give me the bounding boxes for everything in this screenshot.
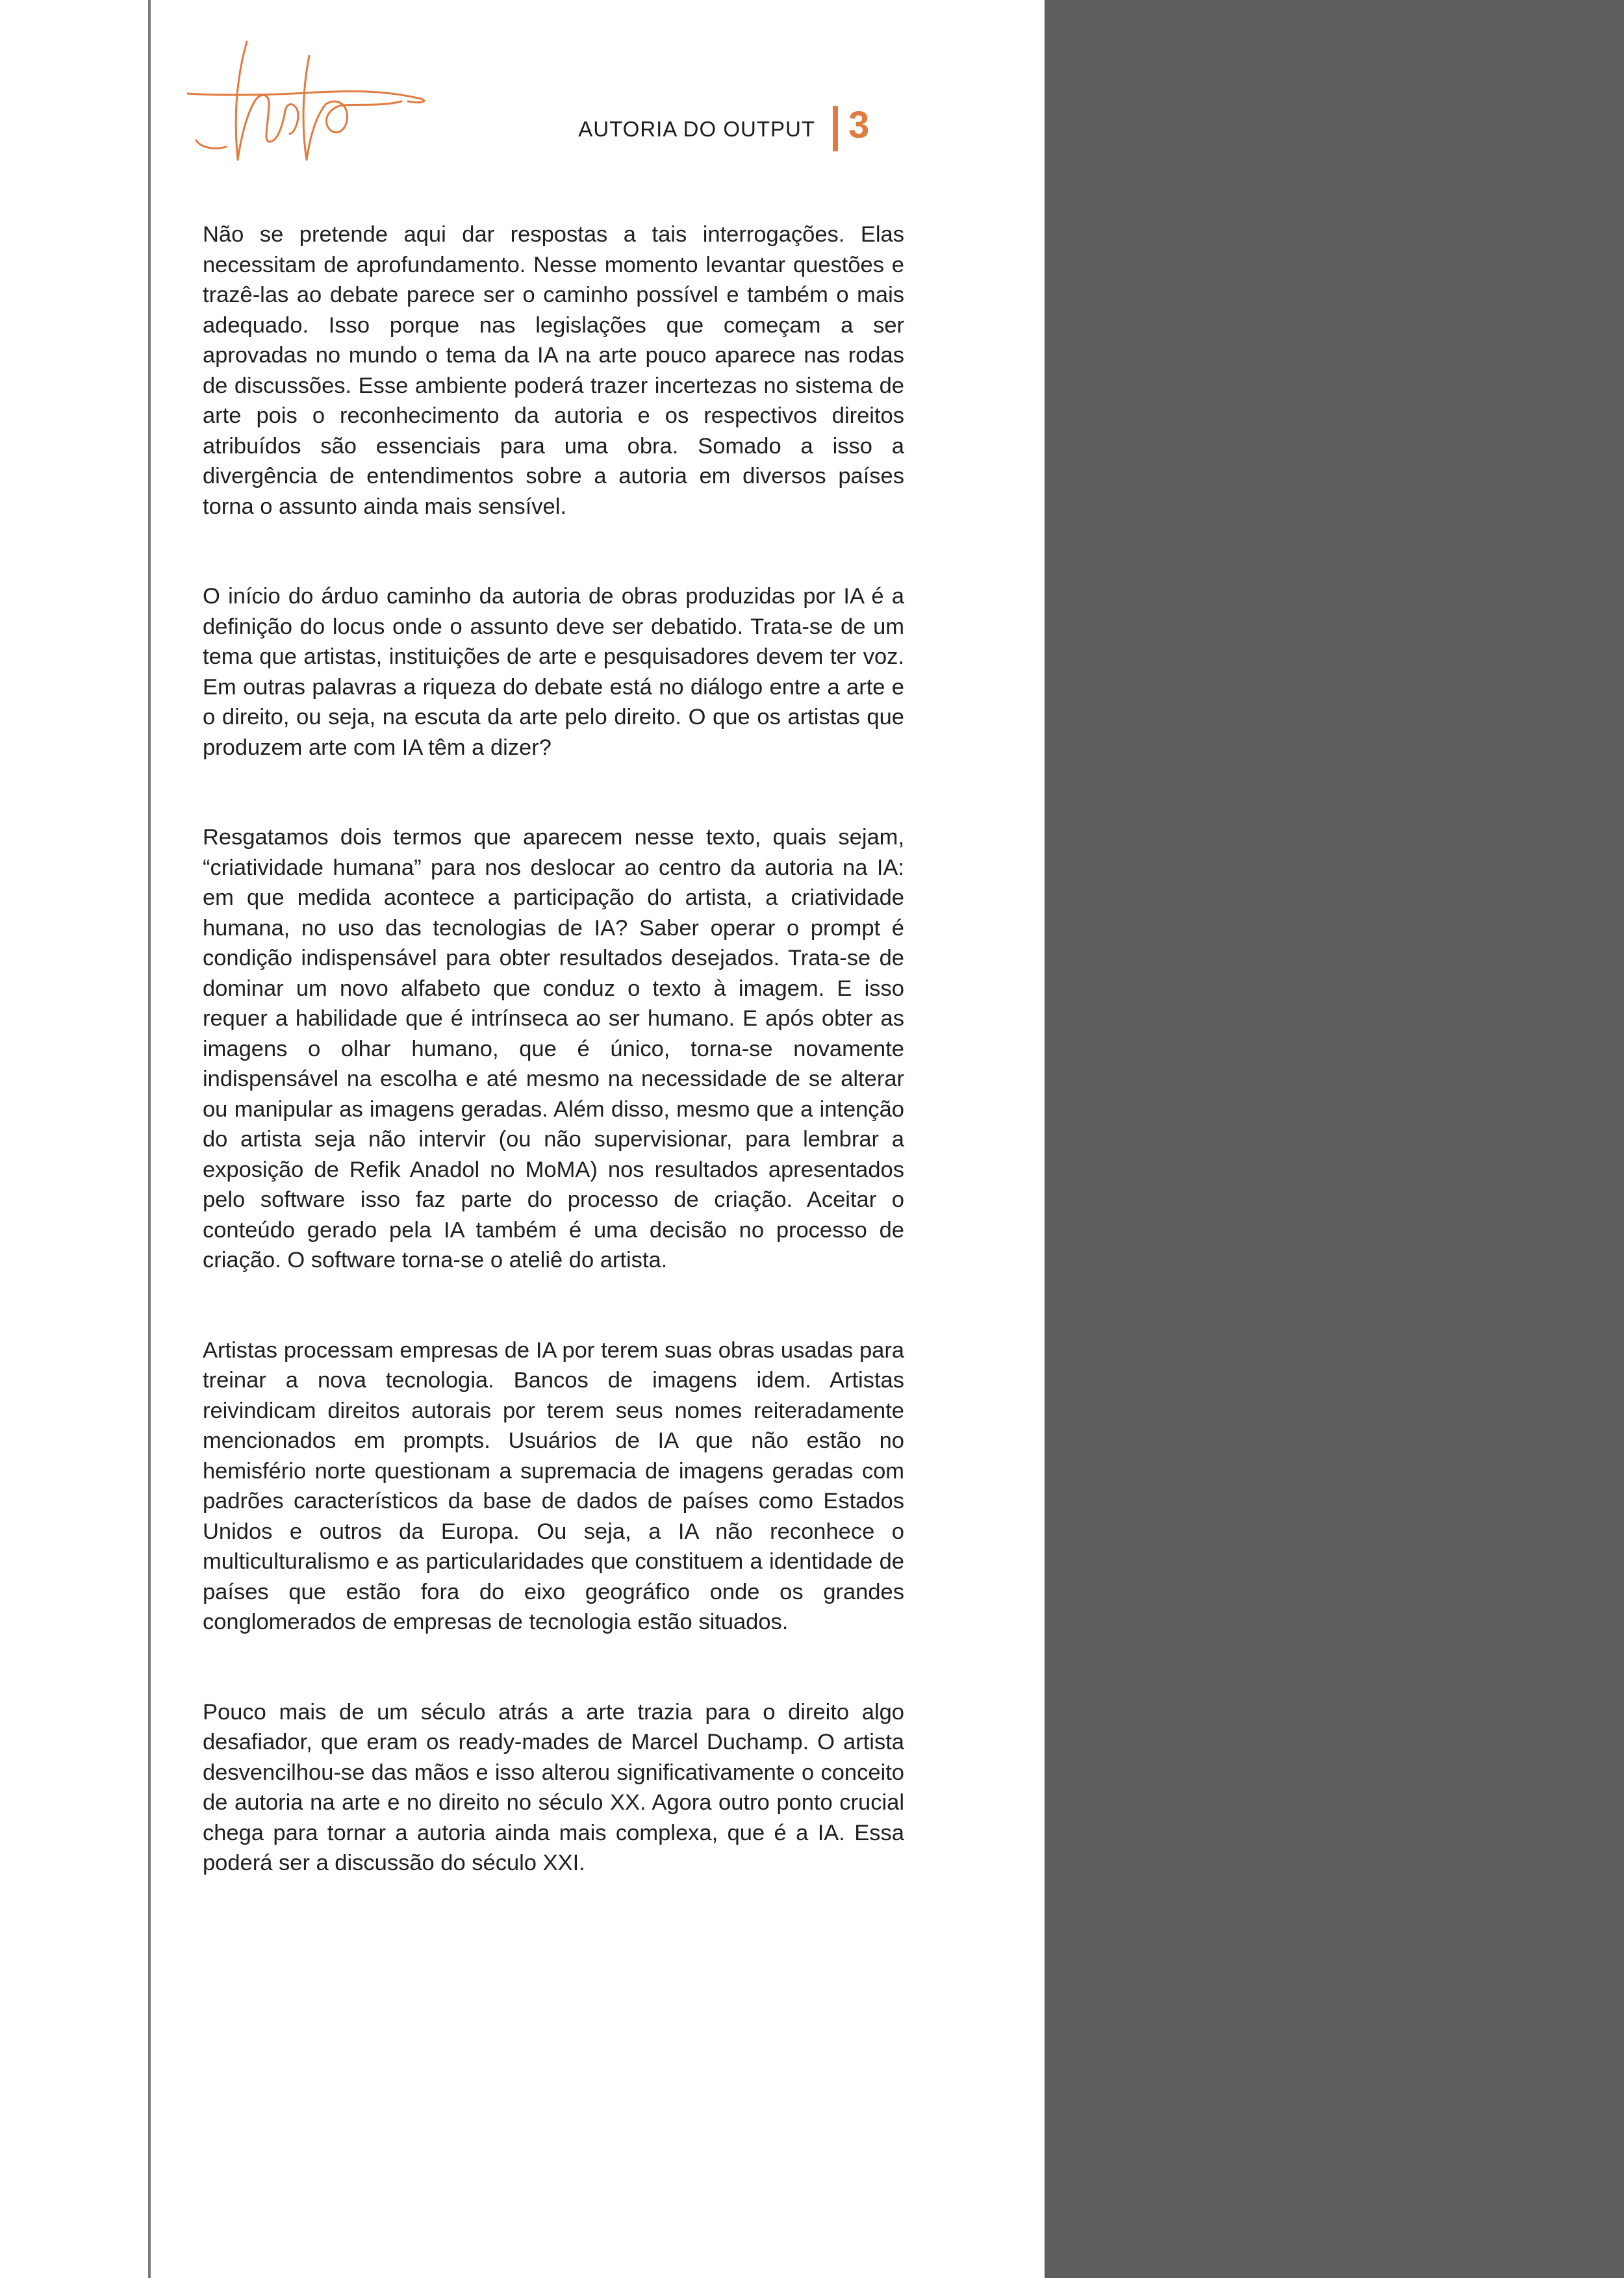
tato-logo-signature bbox=[187, 36, 440, 173]
left-margin-rule bbox=[148, 0, 151, 2278]
paragraph: Artistas processam empresas de IA por terem suas obras usadas para treinar a nova tecnologia. Bancos de imagens idem. Artistas reivindicam direitos autorais por terem seus nomes reiteradamente mencionados em prompts. Usuários de IA que não estão no hemisfério norte questionam a supremacia de imagens geradas com padrões característicos da base de dados de países como Estados Unidos e outros da Europa. Ou seja, a IA não reconhece o multiculturalismo e as particularidades que constituem a identidade de países que estão fora do eixo geográfico onde os grandes conglomerados de empresas de tecnologia estão situados. bbox=[203, 1337, 904, 1634]
paragraph: Pouco mais de um século atrás a arte trazia para o direito algo desafiador, que eram os ready-mades de Marcel Duchamp. O artista desvencilhou-se das mãos e isso alterou significativamente o conceito de autoria na arte e no direito no século XX. Agora outro ponto crucial chega para tornar a autoria ainda mais complexa, que é a IA. Essa poderá ser a discussão do século XXI. bbox=[203, 1699, 904, 1875]
tato-logo bbox=[187, 36, 440, 173]
page-number: 3 bbox=[848, 104, 870, 146]
side-panel bbox=[1045, 0, 1624, 2278]
paragraph: Resgatamos dois termos que aparecem nesse texto, quais sejam, “criatividade humana” para nos deslocar ao centro da autoria na IA: em que medida acontece a participação do artista, a criatividade humana, no uso das tecnologias de IA? Saber operar o prompt é condição indispensável para obter resultados desejados. Trata-se de dominar um novo alfabeto que conduz o texto à imagem. E isso requer a habilidade que é intrínseca ao ser humano. E após obter as imagens o olhar humano, que é único, torna-se novamente indispensável na escolha e até mesmo na necessidade de se alterar ou manipular as imagens geradas. Além disso, mesmo que a intenção do artista seja não intervir (ou não supervisionar, para lembrar a exposição de Refik Anadol no MoMA) nos resultados apresentados pelo software isso faz parte do processo de criação. Aceitar o conteúdo gerado pela IA também é uma decisão no processo de criação. O software torna-se o ateliê do artista. bbox=[203, 825, 904, 1272]
title-divider-bar bbox=[833, 106, 838, 151]
paragraph: O início do árduo caminho da autoria de obras produzidas por IA é a definição do locus onde o assunto deve ser debatido. Trata-se de um tema que artistas, instituições de arte e pesquisadores devem ter voz. Em outras palavras a riqueza do debate está no diálogo entre a arte e o direito, ou seja, na escuta da arte pelo direito. O que os artistas que produzem arte com IA têm a dizer? bbox=[203, 584, 904, 760]
body-text bbox=[203, 220, 904, 1938]
paragraph: Não se pretende aqui dar respostas a tais interrogações. Elas necessitam de aprofundamento. Nesse momento levantar questões e trazê-las ao debate parece ser o caminho possível e também o mais adequado. Isso porque nas legislações que começam a ser aprovadas no mundo o tema da IA na arte pouco aparece nas rodas de discussões. Esse ambiente poderá trazer incertezas no sistema de arte pois o reconhecimento da autoria e os respectivos direitos atribuídos são essenciais para uma obra. Somado a isso a divergência de entendimentos sobre a autoria em diversos países torna o assunto ainda mais sensível. bbox=[203, 222, 904, 519]
section-title: AUTORIA DO OUTPUT bbox=[578, 117, 815, 141]
